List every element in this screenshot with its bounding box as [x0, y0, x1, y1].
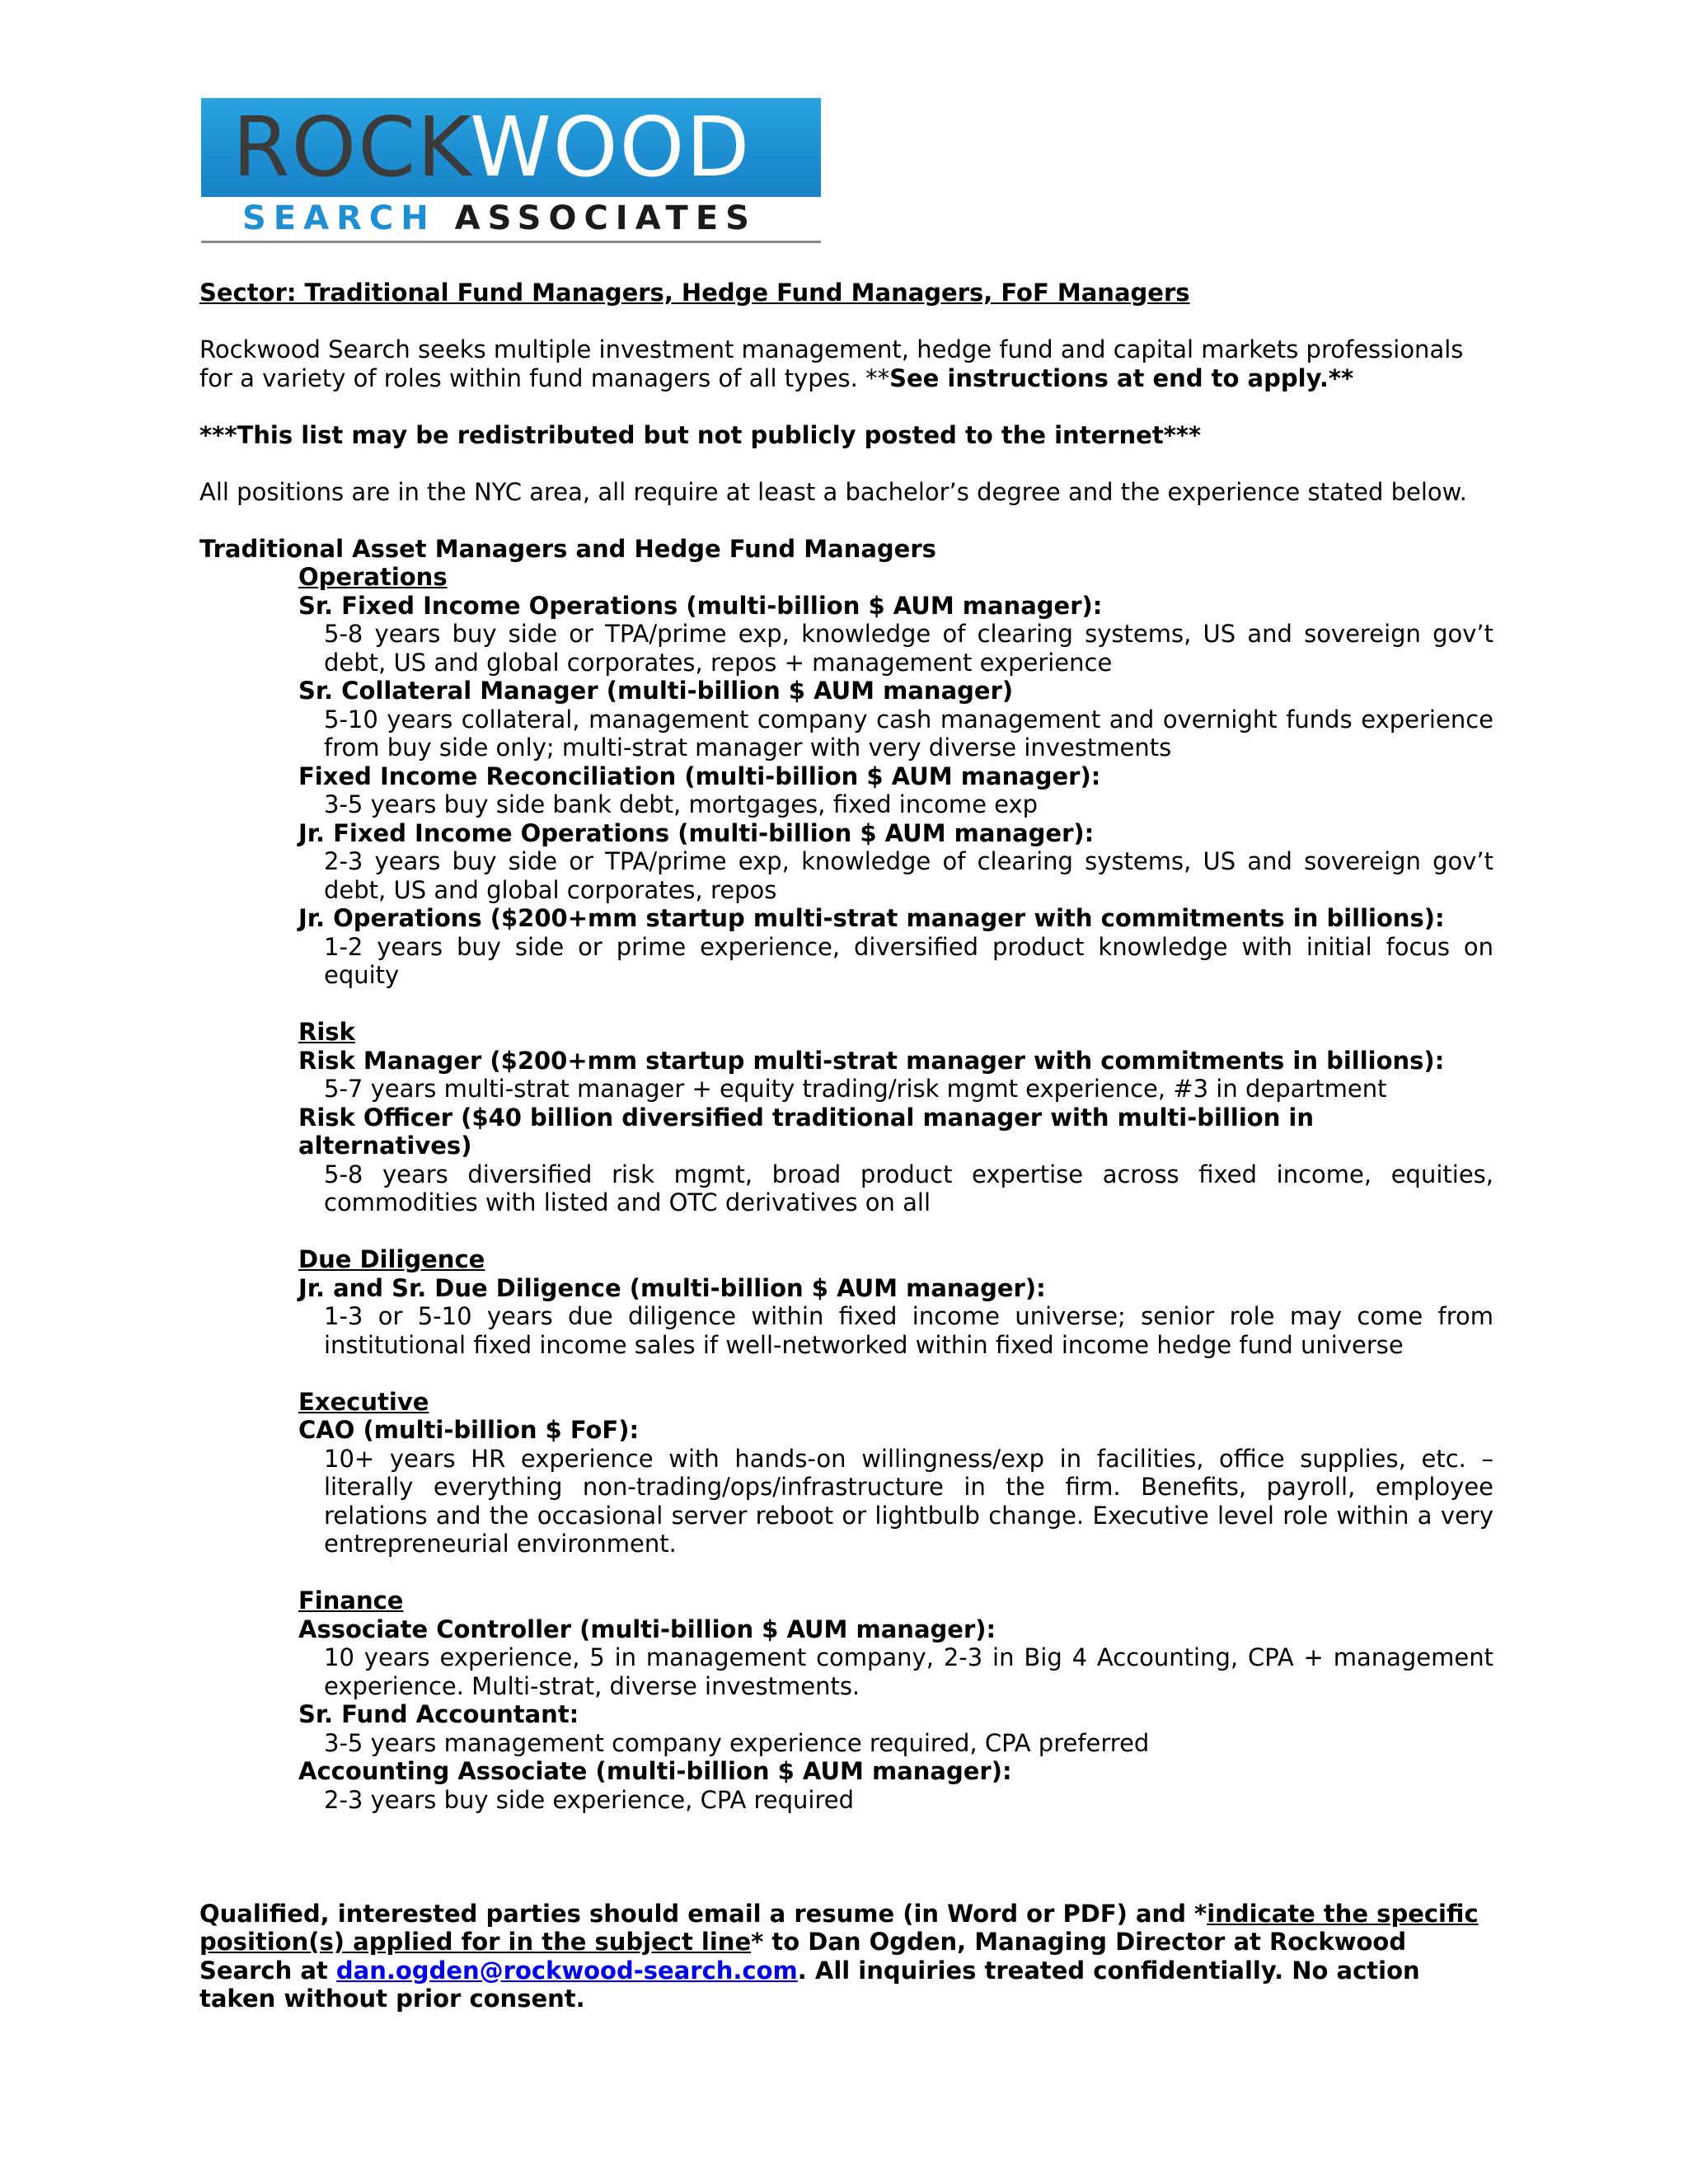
document-body: [199, 279, 1493, 2013]
closing-text-1: Qualified, interested parties should email a resume (in Word or PDF) and *: [199, 1899, 1207, 1928]
position-description: 5-8 years diversified risk mgmt, broad product expertise across fixed income, equities, commodities with listed and OTC derivatives on all: [324, 1160, 1493, 1216]
intro-text: Rockwood Search seeks multiple investment management, hedge fund and capital markets professionals for a variety of roles within fund managers of all types. **: [199, 335, 1464, 392]
section-due-diligence: [199, 1245, 1493, 1359]
logo-word-associates: ASSOCIATES: [454, 199, 757, 237]
position-title: Sr. Collateral Manager (multi-billion $ AUM manager): [298, 677, 1014, 705]
position-title: Jr. Fixed Income Operations (multi-billion $ AUM manager):: [298, 818, 1095, 847]
position-description: 1-2 years buy side or prime experience, diversified product knowledge with initial focus on equity: [324, 932, 1493, 989]
position-title: Sr. Fixed Income Operations (multi-billion $ AUM manager):: [298, 591, 1103, 620]
closing-subject-line-note: indicate the specific position(s) applied for in the subject line: [199, 1899, 1479, 1956]
position-description: 3-5 years buy side bank debt, mortgages, fixed income exp: [324, 790, 1039, 818]
position-title: Risk Manager ($200+mm startup multi-strat manager with commitments in billions):: [298, 1046, 1445, 1075]
closing-text-3: . All inquiries treated confidentially. No action taken without prior consent.: [199, 1956, 1420, 2013]
position-description: 10 years experience, 5 in management company, 2-3 in Big 4 Accounting, CPA + management experience. Multi-strat, diverse investments.: [324, 1643, 1493, 1700]
section-title: Risk: [298, 1018, 355, 1046]
section-finance: [199, 1586, 1493, 1814]
logo-banner: [201, 98, 821, 197]
closing-instructions: [199, 1900, 1493, 2013]
section-title: Executive: [298, 1387, 429, 1416]
intro-paragraph: [199, 335, 1493, 392]
redistribution-notice: ***This list may be redistributed but not publicly posted to the internet***: [199, 420, 1202, 449]
position-title: CAO (multi-billion $ FoF):: [298, 1416, 640, 1444]
position-description: 5-10 years collateral, management company cash management and overnight funds experience from buy side only; multi-strat manager with very diverse investments: [324, 705, 1493, 762]
section-executive: [199, 1388, 1493, 1558]
closing-text-2: * to Dan Ogden, Managing Director at Rockwood Search at: [199, 1928, 1407, 1985]
position-title: Sr. Fund Accountant:: [298, 1700, 579, 1728]
position-description: 2-3 years buy side experience, CPA required: [324, 1785, 855, 1814]
position-description: 5-8 years buy side or TPA/prime exp, knowledge of clearing systems, US and sovereign gov’t debt, US and global corporates, repos + management experience: [324, 620, 1493, 677]
logo-wordmark: [232, 99, 752, 195]
logo-word-rock: ROCK: [232, 99, 471, 195]
position-title: Jr. Operations ($200+mm startup multi-strat manager with commitments in billions):: [298, 904, 1445, 932]
position-description: 2-3 years buy side or TPA/prime exp, knowledge of clearing systems, US and sovereign gov’t debt, US and global corporates, repos: [324, 847, 1493, 904]
section-operations: [199, 563, 1493, 990]
position-title: Accounting Associate (multi-billion $ AUM manager):: [298, 1757, 1012, 1785]
logo-tagline: [242, 200, 757, 237]
section-title: Due Diligence: [298, 1245, 485, 1273]
position-title: Jr. and Sr. Due Diligence (multi-billion $ AUM manager):: [298, 1273, 1046, 1302]
section-title: Operations: [298, 563, 448, 591]
rockwood-logo: [201, 98, 821, 245]
contact-email-link[interactable]: dan.ogden@rockwood-search.com: [335, 1956, 798, 1985]
position-title: Fixed Income Reconciliation (multi-billion $ AUM manager):: [298, 762, 1101, 790]
position-title: Risk Officer ($40 billion diversified traditional manager with multi-billion in alternatives): [298, 1103, 1315, 1160]
location-note: All positions are in the NYC area, all require at least a bachelor’s degree and the experience stated below.: [199, 477, 1467, 506]
section-risk: [199, 1018, 1493, 1217]
main-heading: Traditional Asset Managers and Hedge Fund Managers: [199, 534, 936, 563]
section-title: Finance: [298, 1586, 404, 1615]
position-title: Associate Controller (multi-billion $ AUM manager):: [298, 1615, 996, 1643]
position-description: 3-5 years management company experience required, CPA preferred: [324, 1728, 1150, 1757]
position-description: 5-7 years multi-strat manager + equity trading/risk mgmt experience, #3 in department: [324, 1075, 1387, 1103]
position-description: 10+ years HR experience with hands-on willingness/exp in facilities, office supplies, etc. – literally everything non-trading/ops/infrastructure in the firm. Benefits, payroll, employee relations and the occasional server reboot or lightbulb change. Executive level role within a very entrepreneurial environment.: [324, 1444, 1493, 1558]
logo-word-wood: WOOD: [470, 99, 752, 195]
logo-underline: [201, 241, 821, 243]
position-description: 1-3 or 5-10 years due diligence within fixed income universe; senior role may come from institutional fixed income sales if well-networked within fixed income hedge fund universe: [324, 1302, 1493, 1359]
logo-word-search: SEARCH: [242, 199, 436, 237]
intro-apply-note: See instructions at end to apply.**: [889, 363, 1354, 392]
sector-heading: Sector: Traditional Fund Managers, Hedge Fund Managers, FoF Managers: [199, 279, 1190, 307]
